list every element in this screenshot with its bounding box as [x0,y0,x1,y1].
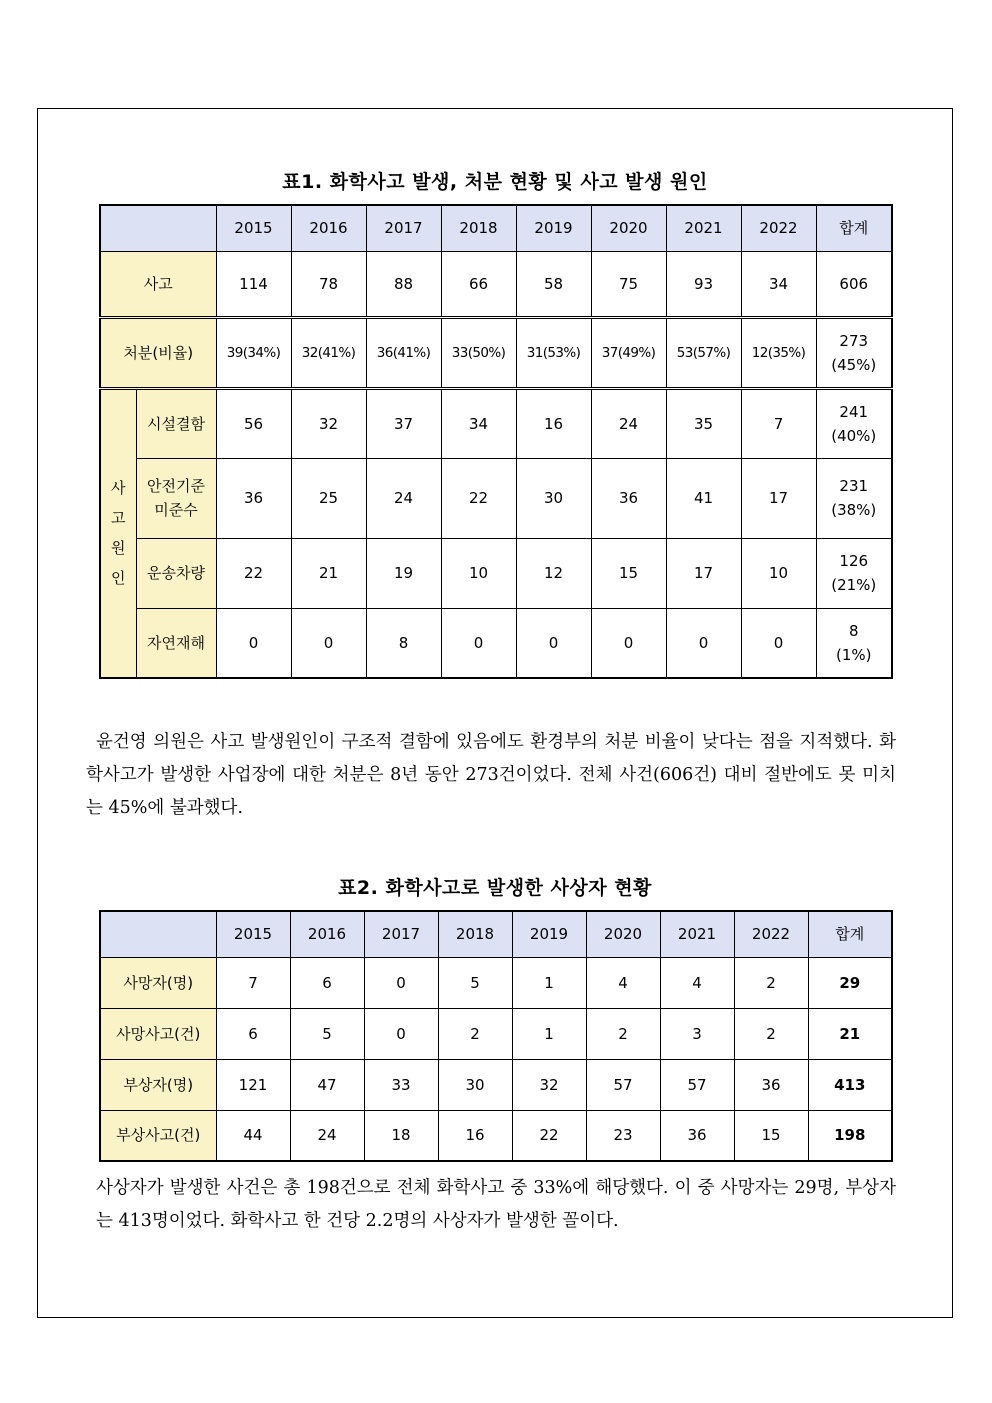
year-header: 2022 [741,205,816,251]
total-cell: 198 [808,1110,892,1161]
document-frame [37,108,953,1318]
table-cell: 22 [512,1110,586,1161]
year-header: 2018 [438,911,512,957]
table-cell: 15 [734,1110,808,1161]
cause-group-char: 사 [111,479,126,498]
year-header: 2019 [516,205,591,251]
table-cell: 2 [586,1008,660,1059]
table-cell: 0 [666,608,741,678]
table-cell: 2 [734,1008,808,1059]
table-cell: 0 [441,608,516,678]
total-percent: (1%) [835,645,872,664]
total-percent: (21%) [831,576,877,594]
year-header: 2017 [364,911,438,957]
table-cell: 8 [366,608,441,678]
table-cell: 44 [216,1110,290,1161]
table-cell: 7 [216,957,290,1008]
total-cell: 29 [808,957,892,1008]
table-cell: 0 [291,608,366,678]
table-cell: 34 [441,388,516,458]
year-header: 2019 [512,911,586,957]
total-header: 합계 [808,911,892,957]
table-cell: 75 [591,251,666,317]
table-cell: 6 [290,957,364,1008]
paragraph-text: 사상자가 발생한 사건은 총 198건으로 전체 화학사고 중 33%에 해당했다. 이 중 사망자는 29명, 부상자는 413명이었다. 화학사고 한 건당 2.2명의 사상자가 발생한 꼴이다. [96,1178,896,1231]
dispositions-row [100,317,892,388]
table-cell: 34 [741,251,816,317]
table-cell: 53(57%) [666,317,741,388]
table-cell: 32(41%) [291,317,366,388]
table-cell: 39(34%) [216,317,291,388]
table1-header-row [100,205,892,251]
table-cell: 15 [591,538,666,608]
total-cell [816,608,892,678]
table-cell: 36 [591,458,666,538]
table-cell: 0 [216,608,291,678]
table-cell: 17 [741,458,816,538]
year-header: 2015 [216,205,291,251]
paragraph-text: 윤건영 의원은 사고 발생원인이 구조적 결함에 있음에도 환경부의 처분 비율이 낮다는 점을 지적했다. 화학사고가 발생한 사업장에 대한 처분은 8년 동안 273건이었다. 전체 사건(606건) 대비 절반에도 못 미치는 45%에 불과했다. [86,732,896,818]
total-percent: (45%) [831,355,877,374]
table-cell: 0 [364,1008,438,1059]
table-cell: 7 [741,388,816,458]
cause-group-char: 원 [111,539,126,558]
table-cell: 37 [366,388,441,458]
table-cell: 17 [666,538,741,608]
total-count: 273 [839,331,869,350]
cause-group-char: 고 [111,509,126,528]
table-cell: 93 [666,251,741,317]
casualty-row [100,1059,892,1110]
table-cell: 88 [366,251,441,317]
year-header: 2016 [291,205,366,251]
table-cell: 31(53%) [516,317,591,388]
table-cell: 36 [734,1059,808,1110]
table-cell: 3 [660,1008,734,1059]
table-cell: 36 [216,458,291,538]
year-header: 2020 [591,205,666,251]
table-cell: 0 [516,608,591,678]
table1-caption: 표1. 화학사고 발생, 처분 현황 및 사고 발생 원인 [282,171,708,193]
table-cell: 37(49%) [591,317,666,388]
year-header: 2016 [290,911,364,957]
table-cell: 36 [660,1110,734,1161]
cause-label-line: 미준수 [154,501,198,519]
row-label: 처분(비율) [100,317,216,388]
cause-row [100,538,892,608]
year-header: 2015 [216,911,290,957]
table2-corner-cell [100,911,216,957]
row-label: 사고 [100,251,216,317]
paragraph-dispositions [86,726,896,825]
total-cell [816,458,892,538]
table-cell: 23 [586,1110,660,1161]
table-cell: 58 [516,251,591,317]
total-cell [816,388,892,458]
table-cell: 0 [364,957,438,1008]
table-cell: 5 [438,957,512,1008]
row-label: 사망자(명) [100,957,216,1008]
cause-label [136,458,216,538]
table-cell: 35 [666,388,741,458]
table-cell: 2 [438,1008,512,1059]
total-count: 241 [839,402,869,421]
table-cell: 6 [216,1008,290,1059]
table-cell: 30 [438,1059,512,1110]
table-cell: 1 [512,957,586,1008]
table-cell: 22 [216,538,291,608]
table-cell: 32 [512,1059,586,1110]
year-header: 2017 [366,205,441,251]
table-cell: 22 [441,458,516,538]
table-cell: 12 [516,538,591,608]
total-count: 126 [839,552,869,570]
table-cell: 18 [364,1110,438,1161]
casualty-row [100,1008,892,1059]
table-cell: 10 [441,538,516,608]
row-label: 사망사고(건) [100,1008,216,1059]
table-cell: 10 [741,538,816,608]
table-cell: 32 [291,388,366,458]
table-cell: 121 [216,1059,290,1110]
total-percent: (40%) [831,426,877,445]
table-cell: 24 [290,1110,364,1161]
table-cell: 19 [366,538,441,608]
paragraph-casualties [96,1172,896,1238]
table-cell: 0 [741,608,816,678]
table-cell: 5 [290,1008,364,1059]
total-count: 231 [839,477,869,495]
row-label: 부상사고(건) [100,1110,216,1161]
table-cell: 33(50%) [441,317,516,388]
cause-group-label [100,388,136,678]
year-header: 2018 [441,205,516,251]
table2-header-row [100,911,892,957]
table1-corner-cell [100,205,216,251]
table-cell: 16 [516,388,591,458]
table-cell: 1 [512,1008,586,1059]
table-cell: 24 [591,388,666,458]
year-header: 2022 [734,911,808,957]
table-cell: 16 [438,1110,512,1161]
cause-row [100,458,892,538]
cause-label: 시설결함 [136,388,216,458]
table-cell: 36(41%) [366,317,441,388]
table-cell: 41 [666,458,741,538]
table-cell: 0 [591,608,666,678]
table-cell: 57 [660,1059,734,1110]
table2-caption: 표2. 화학사고로 발생한 사상자 현황 [338,877,652,899]
accident-disposition-table [99,204,893,679]
table-cell: 30 [516,458,591,538]
table-cell: 114 [216,251,291,317]
table-cell: 66 [441,251,516,317]
table-cell: 33 [364,1059,438,1110]
casualty-row [100,1110,892,1161]
casualty-row [100,957,892,1008]
accidents-row [100,251,892,317]
year-header: 2021 [666,205,741,251]
cause-group-char: 인 [111,569,126,588]
row-label: 부상자(명) [100,1059,216,1110]
table-cell: 2 [734,957,808,1008]
cause-label: 운송차량 [136,538,216,608]
total-cell: 413 [808,1059,892,1110]
table-cell: 4 [660,957,734,1008]
cause-label: 자연재해 [136,608,216,678]
year-header: 2020 [586,911,660,957]
table-cell: 24 [366,458,441,538]
table-cell: 78 [291,251,366,317]
cause-row [100,608,892,678]
total-cell: 606 [816,251,892,317]
total-cell [816,538,892,608]
table-cell: 12(35%) [741,317,816,388]
table-cell: 21 [291,538,366,608]
cause-row [100,388,892,458]
table-cell: 47 [290,1059,364,1110]
total-count: 8 [848,621,859,640]
cause-label-line: 안전기준 [147,477,205,495]
table-cell: 56 [216,388,291,458]
table-cell: 57 [586,1059,660,1110]
total-percent: (38%) [831,501,877,519]
total-cell: 21 [808,1008,892,1059]
year-header: 2021 [660,911,734,957]
table-cell: 25 [291,458,366,538]
total-cell [816,317,892,388]
total-header: 합계 [816,205,892,251]
table-cell: 4 [586,957,660,1008]
casualty-table [99,910,893,1162]
